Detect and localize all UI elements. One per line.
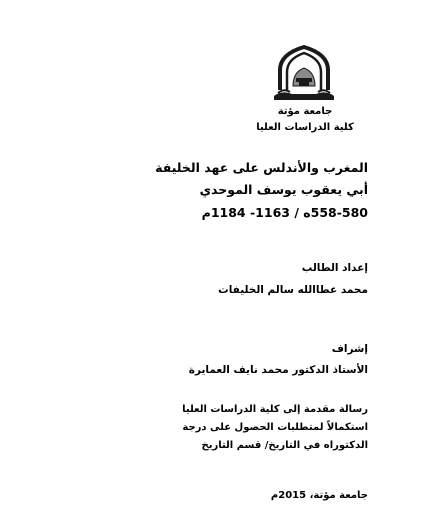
- university-name: جامعة مؤتة: [277, 106, 333, 117]
- thesis-title-line-2: أبي يعقوب يوسف الموحدي: [199, 182, 368, 197]
- place-and-date: جامعة مؤتة، 2015م: [270, 490, 368, 501]
- faculty-name: كلية الدراسات العليا: [256, 122, 354, 133]
- supervisor-label: إشراف: [331, 343, 368, 355]
- submission-line-2: استكمالاً لمتطلبات الحصول على درجة: [182, 422, 368, 433]
- student-name: محمد عطاالله سالم الخليفات: [218, 284, 368, 296]
- thesis-title-line-1: المغرب والأندلس على عهد الخليفة: [155, 160, 368, 175]
- student-label: إعداد الطالب: [301, 262, 368, 274]
- submission-line-3: الدكتوراه في التاريخ/ قسم التاريخ: [201, 440, 368, 451]
- submission-line-1: رسالة مقدمة إلى كلية الدراسات العليا: [182, 404, 368, 415]
- supervisor-name: الأستاذ الدكتور محمد نايف العمايرة: [188, 364, 368, 376]
- thesis-title-line-3: 558-580ه / 1163- 1184م: [201, 205, 368, 220]
- university-seal-icon: [272, 44, 336, 104]
